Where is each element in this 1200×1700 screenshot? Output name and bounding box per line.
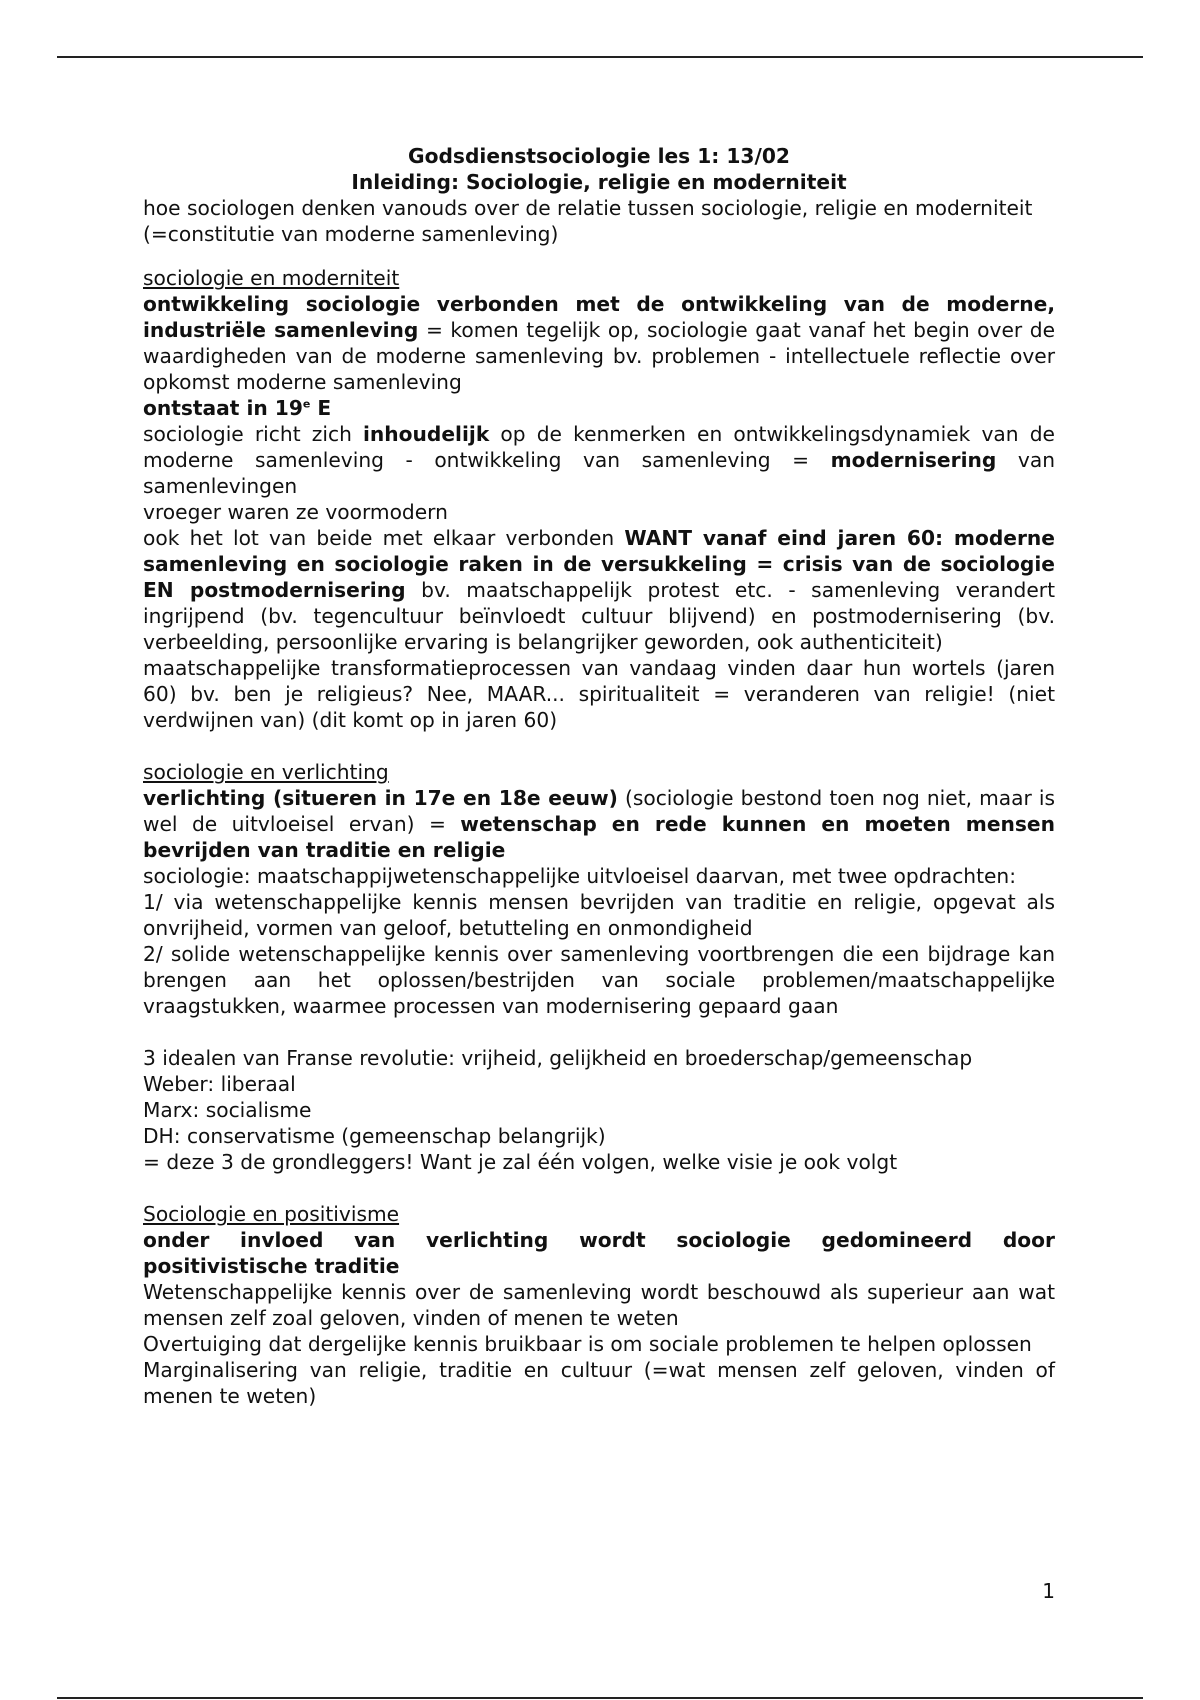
paragraph: Marginalisering van religie, traditie en cultuur (=wat mensen zelf geloven, vinden of menen te weten) xyxy=(143,1358,1055,1408)
text: (sociologie bestond toen nog niet, maar is wel de uitvloeisel ervan) = xyxy=(143,786,1055,836)
paragraph xyxy=(143,395,1055,421)
text: ook het lot van beide met elkaar verbonden xyxy=(143,526,625,550)
paragraph: 1/ via wetenschappelijke kennis mensen bevrijden van traditie en religie, opgevat als onvrijheid, vormen van geloof, betutteling en onmondigheid xyxy=(143,890,1055,940)
list-line: 3 idealen van Franse revolutie: vrijheid, gelijkheid en broederschap/gemeenschap xyxy=(143,1046,973,1070)
intro-paragraph: hoe sociologen denken vanouds over de relatie tussen sociologie, religie en moderniteit (=constitutie van moderne samenleving) xyxy=(143,196,1033,246)
spacer xyxy=(143,1019,1055,1045)
header-rule xyxy=(57,56,1143,58)
text: = komen tegelijk op, sociologie gaat vanaf het begin over de waardigheden van de moderne samenleving bv. problemen - intellectuele reflectie over opkomst moderne samenleving xyxy=(143,318,1055,394)
paragraph: Overtuiging dat dergelijke kennis bruikbaar is om sociale problemen te helpen oplossen xyxy=(143,1332,1032,1356)
paragraph xyxy=(143,785,1055,863)
paragraph xyxy=(143,525,1055,655)
footer-rule xyxy=(57,1697,1143,1699)
text: van samenlevingen xyxy=(143,448,1055,498)
paragraph: vroeger waren ze voormodern xyxy=(143,500,448,524)
list-line: Marx: socialisme xyxy=(143,1098,312,1122)
document-body xyxy=(143,143,1055,1409)
paragraph: 2/ solide wetenschappelijke kennis over samenleving voortbrengen die een bijdrage kan brengen aan het oplossen/bestrijden van sociale problemen/maatschappelijke vraagstukken, waarmee processen van modernisering gepaard gaan xyxy=(143,942,1055,1018)
text: sociologie richt zich xyxy=(143,422,364,446)
section-heading-positivisme: Sociologie en positivisme xyxy=(143,1202,400,1226)
bold-text: E xyxy=(310,396,332,420)
superscript: e xyxy=(302,397,311,411)
text: op de kenmerken en ontwikkelingsdynamiek van de moderne samenleving - ontwikkeling van samenleving = xyxy=(143,422,1055,472)
bold-text: modernisering xyxy=(830,448,997,472)
section-heading-moderniteit: sociologie en moderniteit xyxy=(143,266,400,290)
paragraph xyxy=(143,291,1055,395)
text: bv. maatschappelijk protest etc. - samenleving verandert ingrijpend (bv. tegencultuur beïnvloedt cultuur blijvend) en postmodernisering (bv. verbeelding, persoonlijke ervaring is belangrijker geworden, ook authenticiteit) xyxy=(143,578,1055,654)
bold-text: verlichting (situeren in 17e en 18e eeuw) xyxy=(143,786,618,810)
page-number: 1 xyxy=(1042,1579,1055,1603)
bold-text: WANT vanaf eind jaren 60: moderne samenleving en sociologie raken in de versukkeling = crisis van de sociologie EN postmodernisering xyxy=(143,526,1055,602)
title-line-2: Inleiding: Sociologie, religie en moderniteit xyxy=(351,170,847,194)
paragraph: maatschappelijke transformatieprocessen van vandaag vinden daar hun wortels (jaren 60) bv. ben je religieus? Nee, MAAR... spiritualiteit = veranderen van religie! (niet verdwijnen van) (dit komt op in jaren 60) xyxy=(143,656,1055,732)
paragraph: Wetenschappelijke kennis over de samenleving wordt beschouwd als superieur aan wat mensen zelf zoal geloven, vinden of menen te weten xyxy=(143,1280,1055,1330)
paragraph xyxy=(143,1227,1055,1279)
bold-text: wetenschap en rede kunnen en moeten mensen bevrijden van traditie en religie xyxy=(143,812,1055,862)
list-line: = deze 3 de grondleggers! Want je zal één volgen, welke visie je ook volgt xyxy=(143,1150,898,1174)
list-line: Weber: liberaal xyxy=(143,1072,296,1096)
paragraph xyxy=(143,421,1055,499)
paragraph: sociologie: maatschappijwetenschappelijke uitvloeisel daarvan, met twee opdrachten: xyxy=(143,864,1017,888)
bold-text: ontwikkeling sociologie verbonden met de ontwikkeling van de moderne, industriële samenleving xyxy=(143,292,1055,342)
section-heading-verlichting: sociologie en verlichting xyxy=(143,760,389,784)
bold-text: ontstaat in 19 xyxy=(143,396,303,420)
bold-text: onder invloed van verlichting wordt sociologie gedomineerd door positivistische traditie xyxy=(143,1228,1055,1278)
title-line-1: Godsdienstsociologie les 1: 13/02 xyxy=(408,144,790,168)
document-title xyxy=(143,143,1055,195)
list-line: DH: conservatisme (gemeenschap belangrijk) xyxy=(143,1124,606,1148)
bold-text: inhoudelijk xyxy=(363,422,490,446)
